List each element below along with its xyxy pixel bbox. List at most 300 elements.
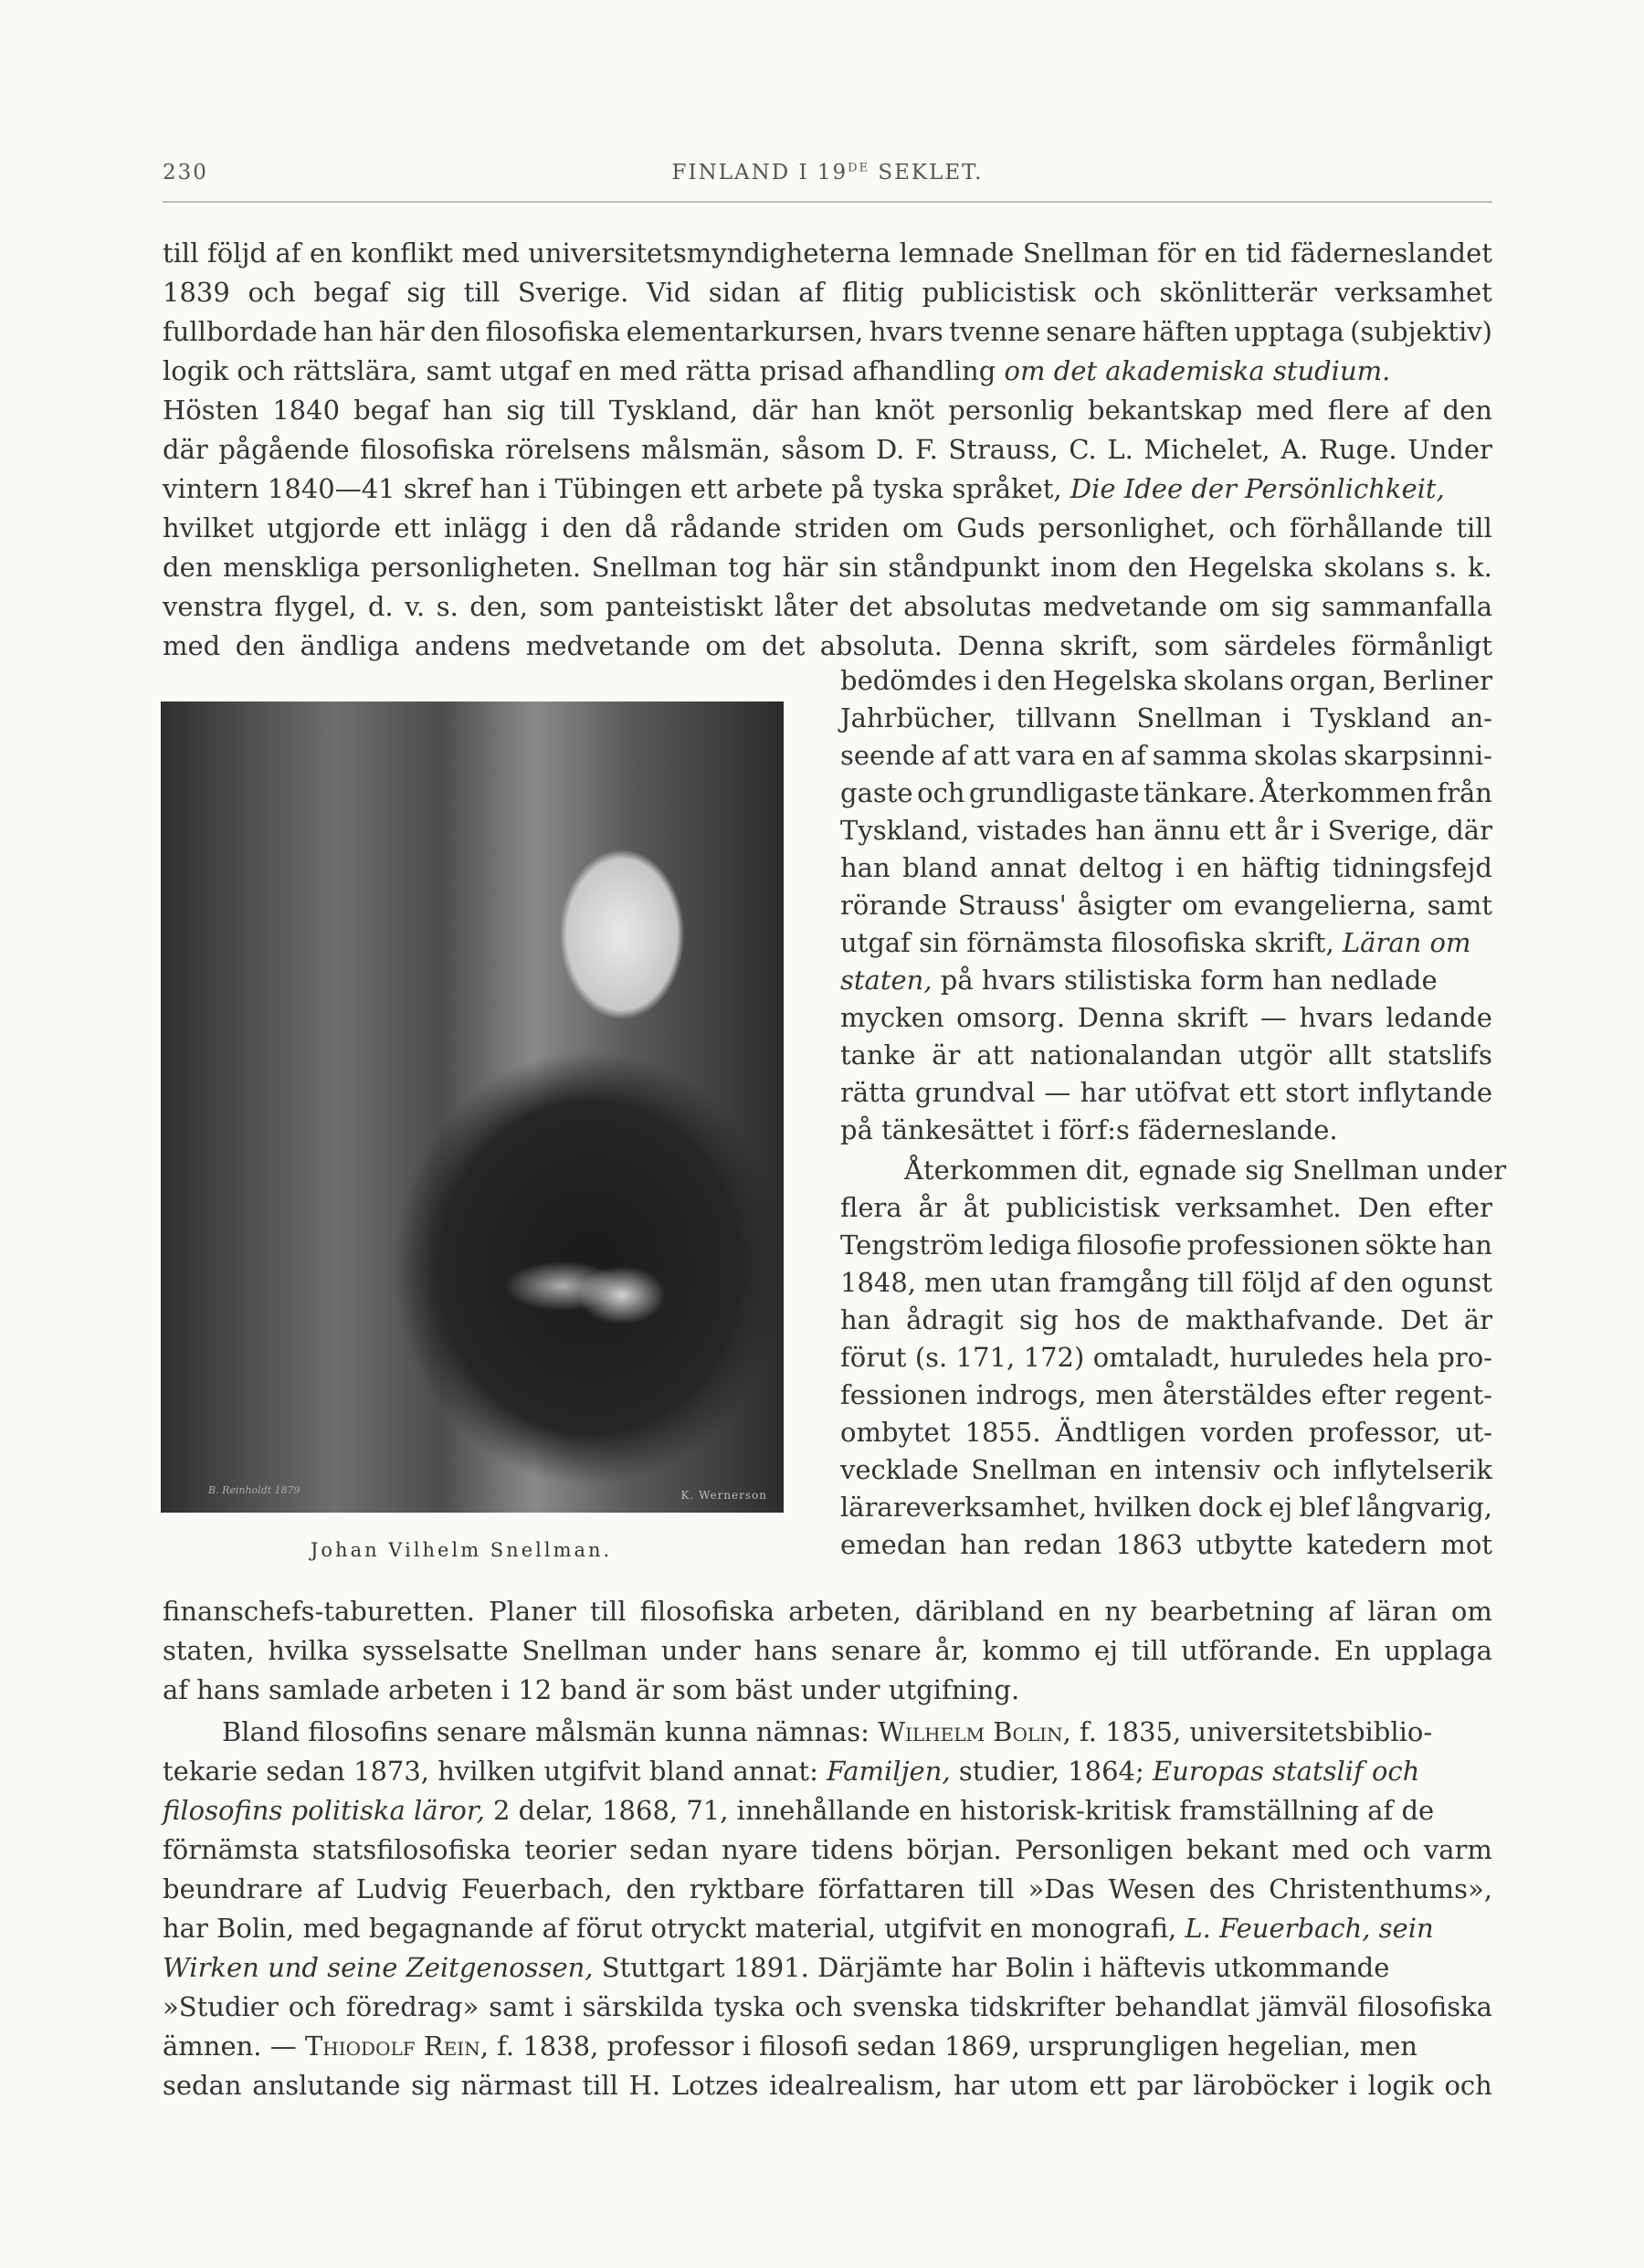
word: blef: [1299, 1492, 1351, 1523]
word: tyska: [713, 1991, 785, 2022]
word: emedan: [840, 1529, 947, 1560]
word: hvilka: [268, 1635, 349, 1666]
word: i: [983, 665, 992, 696]
word: bekantskap: [1088, 395, 1243, 426]
word: den: [1442, 395, 1492, 426]
word: skolas: [1254, 740, 1338, 771]
word: och: [1363, 1834, 1411, 1865]
word: andens: [415, 630, 511, 661]
word: sig: [506, 395, 546, 426]
word: till: [582, 2070, 618, 2101]
word: filosofiska: [1357, 1991, 1492, 2022]
word: om: [1450, 1596, 1492, 1627]
word: för: [1157, 237, 1196, 269]
word: senare: [830, 1635, 922, 1666]
text-line: logik och rättslära, samt utgaf en med rätta prisad afhandling om det akademiska studium.: [163, 355, 1391, 386]
word: Ludvig: [355, 1873, 448, 1904]
word: och: [1272, 1454, 1321, 1485]
word: och: [1444, 2070, 1492, 2101]
word: Den: [1357, 1192, 1412, 1223]
word: inlägg: [444, 512, 528, 543]
word: gaste: [840, 777, 913, 808]
word: lärareverksamhet,: [840, 1492, 1088, 1523]
word: mot: [1440, 1529, 1492, 1560]
word: han: [442, 395, 493, 426]
word: återstäldes: [1162, 1379, 1312, 1410]
text-line: [163, 274, 1492, 311]
word: Återkommen: [1259, 777, 1433, 808]
word: begaf: [353, 395, 429, 426]
word: Snellman: [522, 1635, 648, 1666]
word: fessionen: [840, 1379, 967, 1410]
text-line: [840, 1489, 1492, 1525]
word: tid: [1245, 237, 1282, 269]
text-line: Wirken und seine Zeitgenossen, Stuttgart 1891. Därjämte har Bolin i häftevis utkommande: [163, 1952, 1390, 1983]
text-line: [840, 662, 1492, 699]
text-line: [840, 737, 1492, 774]
engraver-signature: B. Reinholdt 1879: [208, 1484, 300, 1496]
word: bland: [902, 852, 978, 883]
word: publicistisk: [1006, 1192, 1160, 1223]
word: Strauss': [957, 890, 1067, 921]
word: samt: [1427, 890, 1492, 921]
word: till: [559, 395, 595, 426]
word: häftig: [1241, 852, 1321, 883]
text-line: [163, 392, 1492, 428]
word: han: [810, 395, 861, 426]
word: Denna: [957, 630, 1045, 661]
word: till: [1131, 1635, 1168, 1666]
text-line: Återkommen dit, egnade sig Snellman under: [904, 1155, 1507, 1186]
word: närmast: [460, 2070, 572, 2101]
text-line: [163, 549, 1492, 585]
word: han: [840, 852, 890, 883]
word: elementarkursen,: [626, 316, 864, 347]
word: pro-: [1438, 1342, 1492, 1373]
word: ett: [394, 512, 431, 543]
word: anslutande: [252, 2070, 401, 2101]
word: där: [752, 395, 797, 426]
word: regent-: [1395, 1379, 1492, 1410]
word: pågående: [218, 434, 350, 465]
word: Planer: [489, 1596, 576, 1627]
word: från: [1437, 777, 1492, 808]
word: Sverige.: [517, 277, 629, 308]
word: ådragit: [906, 1304, 1004, 1335]
word: ett: [1089, 2070, 1127, 2101]
text-line: har Bolin, med begagnande af förut otryckt material, utgifvit en monografi, L. Feuerbach, sein: [163, 1913, 1434, 1944]
word: par: [1136, 2070, 1183, 2101]
word: skolans: [1323, 552, 1425, 583]
word: A.: [1280, 434, 1309, 465]
word: fullbordade: [163, 316, 318, 347]
text-line: [163, 2067, 1492, 2104]
word: lemnade: [899, 237, 1015, 269]
text-line: [840, 1339, 1492, 1376]
printer-signature: K. Wernerson: [680, 1489, 767, 1502]
text-line: [840, 700, 1492, 736]
word: grundval: [914, 1077, 1036, 1108]
word: vecklade: [840, 1454, 959, 1485]
word: filosofiska: [485, 316, 621, 347]
text-line: [163, 588, 1492, 625]
word: vorden: [1200, 1417, 1294, 1448]
text-line: ämnen. — Thiodolf Rein, f. 1838, professor i filosofi sedan 1869, ursprungligen hegelian, men: [163, 2031, 1417, 2062]
figure-caption: Johan Vilhelm Snellman.: [311, 1539, 613, 1561]
word: absoluta.: [819, 630, 943, 661]
word: Hegelska: [1187, 552, 1313, 583]
word: häften: [1142, 316, 1228, 347]
word: är: [932, 1039, 961, 1071]
word: till: [978, 1873, 1015, 1904]
word: d.: [367, 591, 394, 622]
word: läran: [1367, 1596, 1438, 1627]
word: utbytte: [1196, 1529, 1293, 1560]
word: stort: [1285, 1077, 1349, 1108]
word: långvarig,: [1356, 1492, 1492, 1523]
text-line: [163, 628, 1492, 664]
word: den: [996, 665, 1048, 696]
word: skarpsinni-: [1344, 740, 1492, 771]
word: däribland: [914, 1596, 1045, 1627]
word: nyare: [722, 1834, 798, 1865]
word: och: [248, 277, 296, 308]
word: det: [848, 591, 892, 622]
word: personlig: [948, 395, 1074, 426]
word: tänkare.: [1143, 777, 1256, 808]
word: s.: [436, 591, 458, 622]
text-line: [840, 1037, 1492, 1073]
word: kommo: [982, 1635, 1081, 1666]
word: upptaga: [1234, 316, 1344, 347]
word: menskliga: [223, 552, 361, 583]
word: i: [540, 512, 550, 543]
word: Lotzes: [670, 2070, 759, 2101]
text-line: [840, 1526, 1492, 1563]
text-line: [840, 812, 1492, 849]
word: v.: [405, 591, 426, 622]
word: den: [235, 630, 286, 661]
word: tidens: [810, 1834, 894, 1865]
word: En: [1334, 1635, 1371, 1666]
word: intensiv: [1154, 1454, 1260, 1485]
word: af: [1403, 395, 1429, 426]
word: den: [626, 1873, 676, 1904]
word: ett: [1238, 1077, 1277, 1108]
word: verksamhet.: [1175, 1192, 1342, 1223]
word: Snellman: [591, 552, 718, 583]
word: af: [941, 740, 967, 771]
word: grundligaste: [969, 777, 1140, 808]
word: Wesen: [1108, 1873, 1196, 1904]
word: åsigter: [1077, 890, 1172, 921]
word: hvilken: [1093, 1492, 1192, 1523]
text-line: [840, 1302, 1492, 1338]
word: s.: [1435, 552, 1458, 583]
word: ledande: [1386, 1002, 1492, 1033]
word: om: [1218, 591, 1260, 622]
word: ogunst: [1401, 1267, 1492, 1298]
word: knöt: [874, 395, 935, 426]
word: ut-: [1455, 1417, 1492, 1448]
word: Tyskland,: [840, 815, 970, 846]
word: professionen: [1186, 1229, 1360, 1261]
word: ej: [1269, 1492, 1293, 1523]
word: bearbetning: [1150, 1596, 1315, 1627]
text-line: [163, 1988, 1492, 2025]
word: fäderneslandet: [1290, 237, 1492, 269]
word: skrift,: [1059, 630, 1140, 661]
word: »Studier: [163, 1991, 279, 2022]
word: sig: [1270, 591, 1311, 622]
word: logik: [1367, 2070, 1434, 2101]
word: flere: [1327, 395, 1390, 426]
word: med: [1256, 395, 1314, 426]
word: följd: [1241, 1267, 1302, 1298]
word: universitetsmyndigheterna: [528, 237, 891, 269]
word: statsfilosofiska: [311, 1834, 511, 1865]
word: sökte: [1365, 1229, 1438, 1261]
word: absolutas: [903, 591, 1032, 622]
word: men: [1095, 1379, 1154, 1410]
word: Snellman: [1136, 702, 1263, 733]
word: Strauss,: [948, 434, 1059, 465]
text-line: Bland filosofins senare målsmän kunna nämnas: Wilhelm Bolin, f. 1835, universitetsbiblio-: [222, 1716, 1433, 1747]
word: af: [1120, 740, 1146, 771]
word: tidningsfejd: [1332, 852, 1492, 883]
word: utom: [1009, 2070, 1079, 2101]
word: utgör: [1238, 1039, 1312, 1071]
word: verksamhet: [1334, 277, 1492, 308]
word: hos: [1074, 1304, 1122, 1335]
word: —: [1044, 1077, 1071, 1108]
text-line: på tänkesättet i förf:s fäderneslande.: [840, 1114, 1338, 1145]
word: rådande: [670, 512, 782, 543]
word: ryktbare: [689, 1873, 806, 1904]
word: sig: [411, 2070, 450, 2101]
word: särskilda: [582, 1991, 704, 2022]
word: ombytet: [840, 1417, 951, 1448]
word: Guds: [956, 512, 1026, 543]
word: rörande: [840, 890, 947, 921]
word: sammanfalla: [1321, 591, 1492, 622]
word: staten,: [163, 1635, 255, 1666]
word: statslifs: [1387, 1039, 1492, 1071]
word: Feuerbach,: [461, 1873, 613, 1904]
word: en: [1109, 1454, 1143, 1485]
text-line: [840, 1451, 1492, 1488]
word: den: [562, 512, 612, 543]
word: en: [1081, 740, 1115, 771]
text-line: [840, 1227, 1492, 1263]
word: medvetande: [1042, 591, 1207, 622]
word: han: [960, 1529, 1010, 1560]
word: medvetande: [525, 630, 690, 661]
word: dock: [1197, 1492, 1262, 1523]
word: sin: [838, 552, 878, 583]
word: Denna: [1077, 1002, 1164, 1033]
text-line: staten, på hvars stilistiska form han nedlade: [840, 965, 1438, 996]
word: senare: [1046, 316, 1137, 347]
text-line: [840, 887, 1492, 923]
word: jämväl: [1259, 1991, 1348, 2022]
word: H.: [628, 2070, 661, 2101]
word: Jahrbücher,: [840, 702, 996, 733]
text-line: [163, 431, 1492, 468]
text-line: [163, 1593, 1492, 1630]
word: indrogs,: [975, 1379, 1087, 1410]
word: Tyskland,: [608, 395, 739, 426]
word: —: [1259, 1002, 1287, 1033]
word: des: [1208, 1873, 1256, 1904]
word: sig: [406, 277, 447, 308]
word: idealrealism,: [769, 2070, 943, 2101]
word: Det: [1400, 1304, 1449, 1335]
header-rule: [163, 201, 1492, 203]
text-line: [840, 1189, 1492, 1226]
running-header: [163, 161, 1492, 194]
word: som: [539, 591, 595, 622]
word: varm: [1423, 1834, 1492, 1865]
text-line: [840, 849, 1492, 886]
word: en: [1196, 852, 1229, 883]
word: här: [378, 316, 425, 347]
word: upplaga: [1384, 1635, 1492, 1666]
word: ej: [1093, 1635, 1118, 1666]
word: till: [463, 277, 501, 308]
word: redan: [1023, 1529, 1102, 1560]
word: i: [1281, 702, 1291, 733]
word: och: [1228, 512, 1277, 543]
text-line: [163, 235, 1492, 271]
word: (subjektiv): [1350, 316, 1492, 347]
word: att: [973, 740, 1010, 771]
word: rörelsens: [505, 434, 631, 465]
word: låter: [774, 591, 838, 622]
word: det: [761, 630, 806, 661]
word: och: [917, 777, 965, 808]
word: han: [1095, 815, 1146, 846]
word: af: [1309, 1267, 1335, 1298]
word: början.: [906, 1834, 1002, 1865]
word: ny: [1104, 1596, 1137, 1627]
word: inom: [1050, 552, 1118, 583]
word: 171,: [955, 1342, 1016, 1373]
word: med: [461, 237, 520, 269]
word: om: [901, 512, 943, 543]
word: behandlat: [1114, 1991, 1249, 2022]
word: 172): [1023, 1342, 1085, 1373]
word: utan: [990, 1267, 1051, 1298]
word: han: [840, 1304, 890, 1335]
word: målsmän,: [641, 434, 771, 465]
word: med: [163, 630, 221, 661]
word: omsorg.: [956, 1002, 1066, 1033]
word: af: [1328, 1596, 1354, 1627]
word: hvilket: [163, 512, 254, 543]
word: beundrare: [163, 1873, 303, 1904]
word: utöfvat: [1134, 1077, 1230, 1108]
word: tvenne: [949, 316, 1040, 347]
text-line: [840, 1377, 1492, 1413]
text-line: [163, 1871, 1492, 1907]
word: en: [1204, 237, 1238, 269]
word: arbeten,: [788, 1596, 901, 1627]
word: F.: [915, 434, 938, 465]
text-line: af hans samlade arbeten i 12 band är som bäst under utgifning.: [163, 1674, 1020, 1705]
word: katedern: [1306, 1529, 1428, 1560]
word: efter: [1321, 1379, 1386, 1410]
word: i: [1311, 815, 1320, 846]
portrait-image: [161, 701, 784, 1513]
word: begaf: [313, 277, 389, 308]
word: under: [660, 1635, 741, 1666]
word: Ruge.: [1319, 434, 1397, 465]
word: förut: [840, 1342, 907, 1373]
word: i: [564, 1991, 573, 2022]
text-line: utgaf sin förnämsta filosofiska skrift, Läran om: [840, 927, 1471, 958]
word: har: [1080, 1077, 1126, 1108]
word: publicistisk: [922, 277, 1076, 308]
word: har: [953, 2070, 999, 2101]
word: år,: [934, 1635, 969, 1666]
word: och: [288, 1991, 337, 2022]
word: skönlitterär: [1159, 277, 1318, 308]
word: Personligen: [1015, 1834, 1174, 1865]
word: 1855.: [964, 1417, 1041, 1448]
word: 1863: [1115, 1529, 1184, 1560]
word: förmånligt: [1351, 630, 1492, 661]
word: Christenthums»,: [1269, 1873, 1492, 1904]
word: bekant: [1186, 1834, 1279, 1865]
word: skolans: [1183, 665, 1284, 696]
word: 1848,: [840, 1267, 917, 1298]
word: med: [1291, 1834, 1350, 1865]
word: skrift: [1176, 1002, 1249, 1033]
word: den: [163, 552, 213, 583]
word: sig: [1019, 1304, 1059, 1335]
word: tillvann: [1016, 702, 1117, 733]
word: samt: [489, 1991, 554, 2022]
text-line: [840, 1074, 1492, 1111]
word: här: [782, 552, 828, 583]
word: där: [1447, 815, 1492, 846]
word: Tyskland: [1310, 702, 1431, 733]
text-line: [840, 999, 1492, 1036]
word: flygel,: [274, 591, 357, 622]
word: hvars: [869, 316, 943, 347]
word: Snellman: [971, 1454, 1097, 1485]
running-title: FINLAND I 19DE SEKLET.: [671, 161, 984, 185]
word: föredrag»: [346, 1991, 480, 2022]
word: ändliga: [300, 630, 400, 661]
word: tanke: [840, 1039, 916, 1071]
word: den: [429, 316, 480, 347]
word: Hösten: [163, 395, 259, 426]
word: följd: [206, 237, 268, 269]
word: lediga: [988, 1229, 1071, 1261]
word: filosofiska: [360, 434, 495, 465]
word: i: [1348, 2070, 1357, 2101]
word: hans: [754, 1635, 818, 1666]
word: och: [795, 1991, 843, 2022]
word: panteistiskt: [605, 591, 764, 622]
word: C.: [1069, 434, 1097, 465]
word: den: [1127, 552, 1178, 583]
word: han: [1442, 1229, 1492, 1261]
page-number: 230: [163, 161, 208, 185]
word: en: [1058, 1596, 1091, 1627]
